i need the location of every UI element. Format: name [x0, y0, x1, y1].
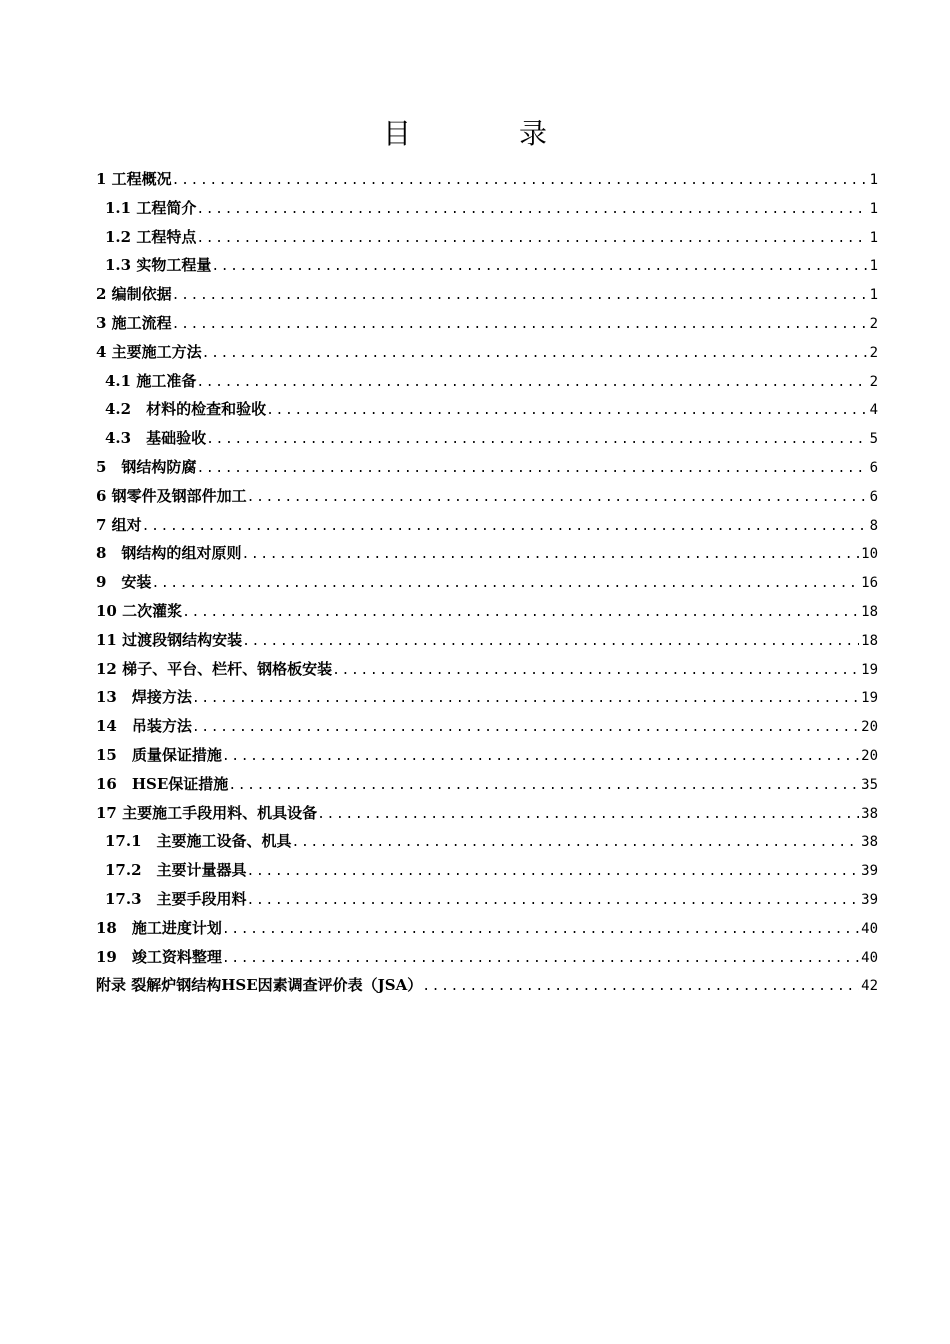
toc-entry[interactable] [96, 251, 878, 280]
toc-entry-label: 9 安装 [96, 573, 152, 592]
toc-entry-page-number: 38 [861, 834, 878, 851]
toc-entry[interactable] [96, 827, 878, 856]
toc-entry-page-number: 1 [869, 172, 878, 188]
toc-entry-page-number: 35 [861, 776, 878, 793]
toc-dot-leader [222, 916, 859, 945]
toc-entry[interactable] [96, 424, 878, 453]
toc-dot-leader [247, 484, 868, 513]
toc-entry[interactable] [96, 971, 878, 1000]
toc-entry-label: 13 焊接方法 [96, 688, 192, 707]
toc-entry[interactable] [96, 511, 878, 540]
toc-dot-leader [192, 714, 859, 743]
toc-entry-label: 17.2 主要计量器具 [105, 861, 247, 880]
toc-entry-page-number: 16 [861, 575, 878, 592]
toc-entry[interactable] [96, 943, 878, 972]
toc-entry[interactable] [96, 367, 878, 396]
toc-entry[interactable] [96, 165, 878, 194]
toc-entry-label: 19 竣工资料整理 [96, 947, 222, 966]
toc-entry-label: 6 钢零件及钢部件加工 [96, 486, 247, 505]
toc-entry[interactable] [96, 194, 878, 223]
toc-entry-page-number: 2 [869, 315, 878, 332]
toc-entry-label: 附录 裂解炉钢结构HSE因素调查评价表（JSA） [96, 976, 423, 995]
table-of-contents [96, 165, 878, 1000]
toc-dot-leader [172, 167, 868, 196]
toc-entry-page-number: 39 [861, 891, 878, 908]
toc-entry-label: 4.1 施工准备 [105, 371, 197, 390]
toc-entry-label: 12 梯子、平台、栏杆、钢格板安装 [96, 659, 333, 678]
toc-entry[interactable] [96, 741, 878, 770]
toc-dot-leader [192, 685, 859, 714]
toc-entry-page-number: 6 [869, 459, 878, 476]
toc-entry[interactable] [96, 223, 878, 252]
toc-entry[interactable] [96, 539, 878, 568]
toc-entry-label: 7 组对 [96, 515, 142, 534]
toc-entry-label: 11 过渡段钢结构安装 [96, 630, 243, 649]
toc-entry-page-number: 10 [861, 546, 878, 563]
toc-dot-leader [142, 513, 868, 542]
toc-entry[interactable] [96, 655, 878, 684]
toc-entry-label: 17 主要施工手段用料、机具设备 [96, 803, 318, 822]
toc-entry[interactable] [96, 597, 878, 626]
toc-entry-label: 8 钢结构的组对原则 [96, 544, 242, 563]
toc-dot-leader [206, 426, 867, 455]
toc-dot-leader [292, 829, 860, 858]
toc-entry-label: 1 工程概况 [96, 170, 172, 188]
toc-dot-leader [332, 657, 859, 686]
toc-entry-label: 2 编制依据 [96, 285, 172, 304]
toc-entry-label: 18 施工进度计划 [96, 918, 222, 937]
toc-entry[interactable] [96, 568, 878, 597]
page-title: 目 录 [382, 117, 587, 150]
toc-entry-page-number: 5 [869, 431, 878, 448]
toc-entry-label: 4.2 材料的检查和验收 [105, 400, 267, 419]
toc-dot-leader [211, 253, 867, 282]
toc-dot-leader [196, 196, 867, 225]
toc-entry[interactable] [96, 280, 878, 309]
toc-entry-label: 17.3 主要手段用料 [105, 889, 247, 908]
toc-entry[interactable] [96, 799, 878, 828]
toc-dot-leader [247, 887, 860, 916]
toc-dot-leader [182, 599, 859, 628]
toc-entry-page-number: 40 [861, 949, 878, 966]
toc-entry-page-number: 38 [861, 805, 878, 822]
toc-dot-leader [266, 397, 867, 426]
toc-entry-label: 3 施工流程 [96, 313, 172, 332]
toc-entry-page-number: 4 [869, 402, 878, 419]
toc-entry-page-number: 1 [869, 200, 878, 217]
toc-dot-leader [317, 801, 859, 830]
toc-entry-label: 4 主要施工方法 [96, 342, 202, 361]
toc-entry-label: 1.1 工程简介 [105, 198, 197, 217]
toc-entry-label: 5 钢结构防腐 [96, 457, 197, 476]
toc-dot-leader [172, 311, 868, 340]
toc-entry[interactable] [96, 338, 878, 367]
toc-entry[interactable] [96, 309, 878, 338]
toc-entry-page-number: 6 [869, 488, 878, 505]
toc-entry-page-number: 2 [869, 344, 878, 361]
toc-entry-page-number: 1 [869, 229, 878, 246]
toc-entry-label: 16 HSE保证措施 [96, 774, 229, 793]
toc-dot-leader [172, 282, 868, 311]
toc-dot-leader [422, 973, 859, 1002]
toc-dot-leader [151, 570, 859, 599]
toc-entry-label: 15 质量保证措施 [96, 745, 222, 764]
toc-entry[interactable] [96, 885, 878, 914]
toc-entry-page-number: 18 [861, 632, 878, 649]
toc-entry-label: 14 吊装方法 [96, 717, 192, 736]
toc-entry-label: 1.2 工程特点 [105, 227, 197, 246]
toc-entry-page-number: 1 [869, 258, 878, 275]
toc-entry-page-number: 19 [861, 690, 878, 707]
toc-dot-leader [222, 743, 859, 772]
toc-dot-leader [247, 858, 860, 887]
toc-entry-page-number: 8 [869, 517, 878, 534]
toc-entry-page-number: 18 [861, 603, 878, 620]
toc-entry-page-number: 40 [861, 920, 878, 937]
toc-dot-leader [241, 541, 859, 570]
toc-entry[interactable] [96, 856, 878, 885]
toc-dot-leader [196, 369, 867, 398]
toc-entry[interactable] [96, 770, 878, 799]
toc-dot-leader [222, 945, 859, 974]
toc-entry-label: 4.3 基础验收 [105, 429, 207, 448]
toc-entry-page-number: 42 [861, 978, 878, 995]
toc-entry-label: 10 二次灌浆 [96, 601, 183, 620]
toc-entry-page-number: 1 [869, 287, 878, 304]
toc-entry[interactable] [96, 914, 878, 943]
toc-entry-page-number: 2 [869, 373, 878, 390]
toc-entry[interactable] [96, 683, 878, 712]
toc-entry[interactable] [96, 395, 878, 424]
toc-dot-leader [242, 628, 859, 657]
toc-dot-leader [228, 772, 859, 801]
toc-entry[interactable] [96, 453, 878, 482]
toc-dot-leader [196, 455, 867, 484]
toc-entry[interactable] [96, 626, 878, 655]
toc-dot-leader [196, 225, 867, 254]
toc-entry-page-number: 39 [861, 863, 878, 880]
toc-entry-page-number: 19 [861, 661, 878, 678]
toc-entry-label: 1.3 实物工程量 [105, 256, 212, 275]
toc-entry-page-number: 20 [861, 747, 878, 764]
toc-dot-leader [202, 340, 868, 369]
toc-entry-page-number: 20 [861, 719, 878, 736]
toc-entry-label: 17.1 主要施工设备、机具 [105, 832, 292, 851]
toc-entry[interactable] [96, 712, 878, 741]
toc-entry[interactable] [96, 482, 878, 511]
